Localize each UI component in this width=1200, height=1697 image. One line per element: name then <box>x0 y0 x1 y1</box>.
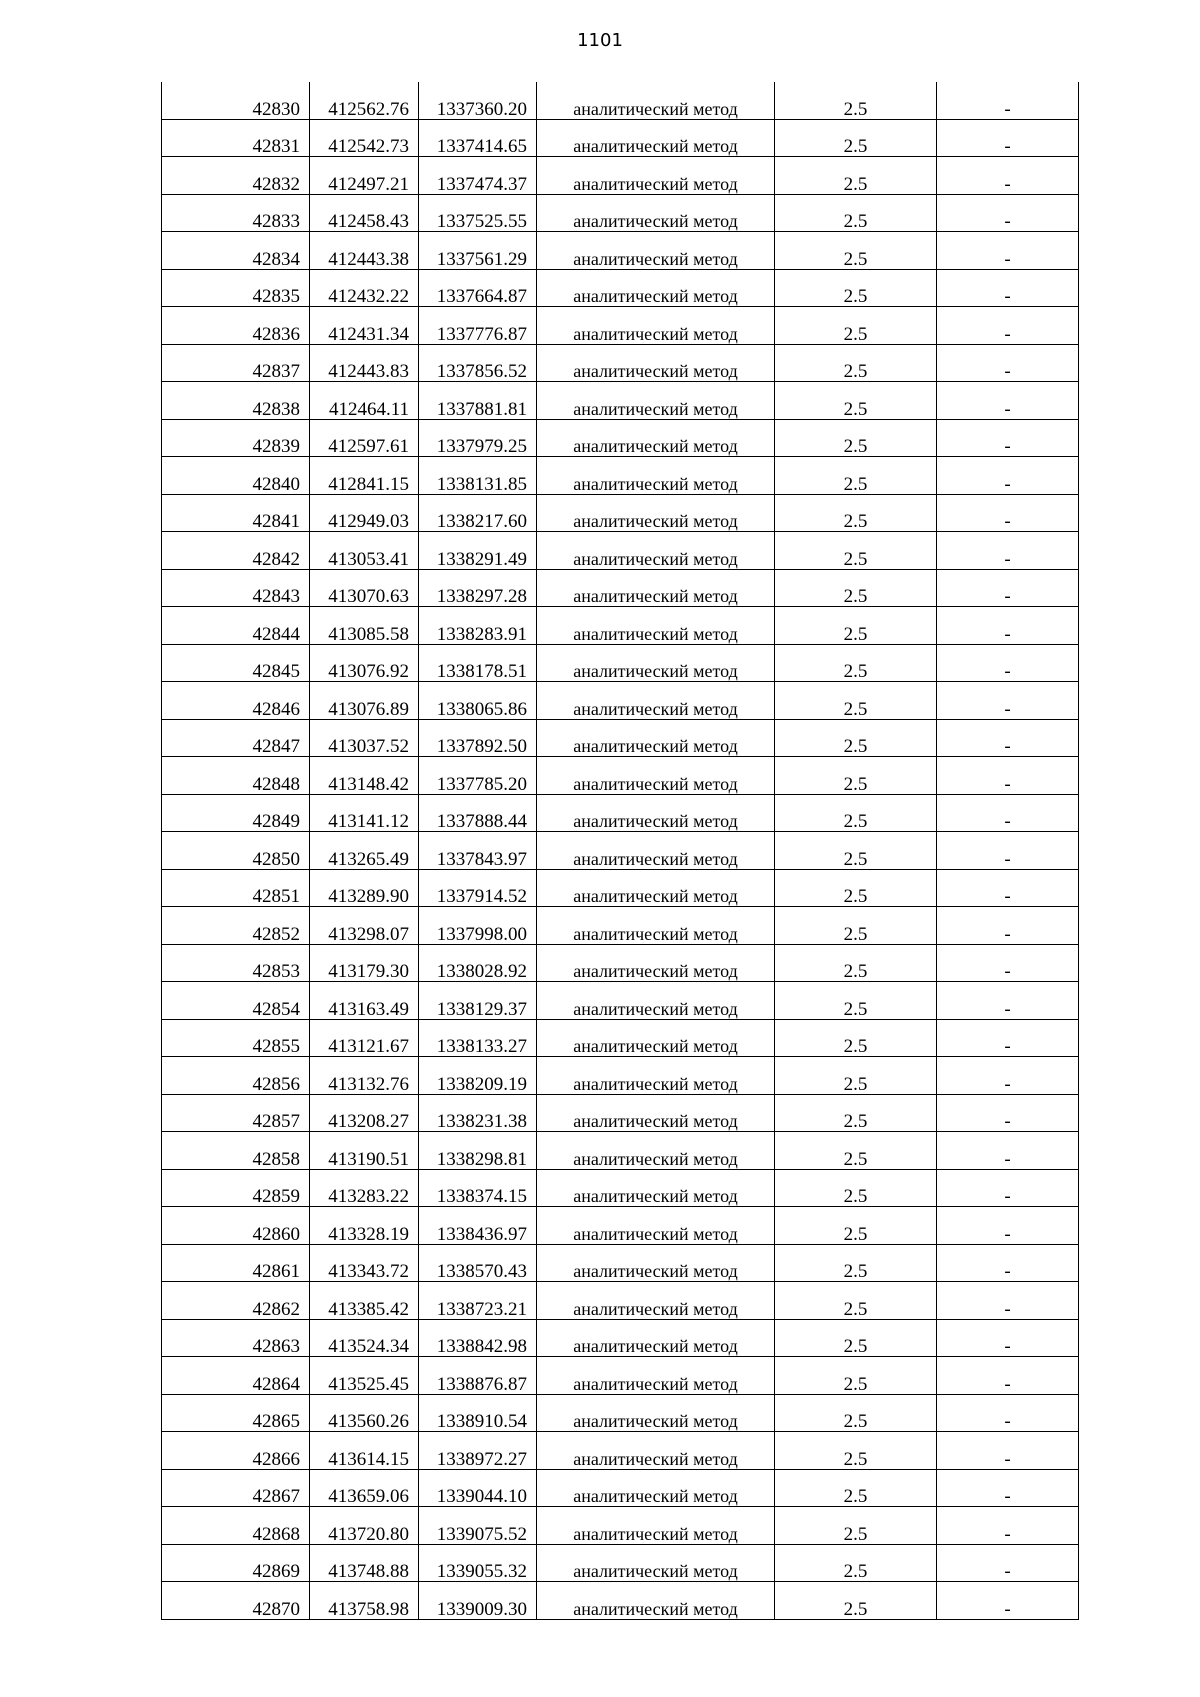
accuracy-cell: 2.5 <box>775 1394 937 1432</box>
y-coordinate-cell: 1338209.19 <box>419 1057 537 1095</box>
table-row <box>162 269 1079 307</box>
y-coordinate-cell: 1338133.27 <box>419 1019 537 1057</box>
x-coordinate-cell: 412464.11 <box>310 382 419 420</box>
method-cell: аналитический метод <box>537 869 775 907</box>
accuracy-cell: 2.5 <box>775 1094 937 1132</box>
x-coordinate-cell: 412597.61 <box>310 419 419 457</box>
accuracy-cell: 2.5 <box>775 1507 937 1545</box>
y-coordinate-cell: 1337914.52 <box>419 869 537 907</box>
x-coordinate-cell: 413121.67 <box>310 1019 419 1057</box>
table-row <box>162 307 1079 345</box>
accuracy-cell: 2.5 <box>775 1057 937 1095</box>
accuracy-cell: 2.5 <box>775 982 937 1020</box>
table-row <box>162 1019 1079 1057</box>
x-coordinate-cell: 412562.76 <box>310 82 419 119</box>
x-coordinate-cell: 413190.51 <box>310 1132 419 1170</box>
accuracy-cell: 2.5 <box>775 607 937 645</box>
method-cell: аналитический метод <box>537 907 775 945</box>
table-row <box>162 194 1079 232</box>
table-row <box>162 419 1079 457</box>
point-number-cell: 42860 <box>162 1207 310 1245</box>
y-coordinate-cell: 1338723.21 <box>419 1282 537 1320</box>
table-row <box>162 757 1079 795</box>
method-cell: аналитический метод <box>537 157 775 195</box>
y-coordinate-cell: 1338131.85 <box>419 457 537 495</box>
method-cell: аналитический метод <box>537 82 775 119</box>
method-cell: аналитический метод <box>537 1282 775 1320</box>
x-coordinate-cell: 412432.22 <box>310 269 419 307</box>
note-cell: - <box>937 269 1079 307</box>
method-cell: аналитический метод <box>537 344 775 382</box>
x-coordinate-cell: 412443.38 <box>310 232 419 270</box>
x-coordinate-cell: 413076.89 <box>310 682 419 720</box>
point-number-cell: 42835 <box>162 269 310 307</box>
point-number-cell: 42869 <box>162 1544 310 1582</box>
method-cell: аналитический метод <box>537 382 775 420</box>
point-number-cell: 42857 <box>162 1094 310 1132</box>
y-coordinate-cell: 1338298.81 <box>419 1132 537 1170</box>
accuracy-cell: 2.5 <box>775 82 937 119</box>
note-cell: - <box>937 1207 1079 1245</box>
x-coordinate-cell: 413179.30 <box>310 944 419 982</box>
accuracy-cell: 2.5 <box>775 1319 937 1357</box>
method-cell: аналитический метод <box>537 457 775 495</box>
x-coordinate-cell: 413037.52 <box>310 719 419 757</box>
accuracy-cell: 2.5 <box>775 269 937 307</box>
accuracy-cell: 2.5 <box>775 494 937 532</box>
point-number-cell: 42834 <box>162 232 310 270</box>
y-coordinate-cell: 1338291.49 <box>419 532 537 570</box>
point-number-cell: 42850 <box>162 832 310 870</box>
y-coordinate-cell: 1338178.51 <box>419 644 537 682</box>
method-cell: аналитический метод <box>537 1057 775 1095</box>
accuracy-cell: 2.5 <box>775 644 937 682</box>
y-coordinate-cell: 1339075.52 <box>419 1507 537 1545</box>
y-coordinate-cell: 1337856.52 <box>419 344 537 382</box>
point-number-cell: 42837 <box>162 344 310 382</box>
method-cell: аналитический метод <box>537 682 775 720</box>
x-coordinate-cell: 412431.34 <box>310 307 419 345</box>
point-number-cell: 42844 <box>162 607 310 645</box>
accuracy-cell: 2.5 <box>775 1544 937 1582</box>
accuracy-cell: 2.5 <box>775 382 937 420</box>
note-cell: - <box>937 457 1079 495</box>
table-row <box>162 982 1079 1020</box>
point-number-cell: 42847 <box>162 719 310 757</box>
accuracy-cell: 2.5 <box>775 157 937 195</box>
point-number-cell: 42859 <box>162 1169 310 1207</box>
x-coordinate-cell: 413614.15 <box>310 1432 419 1470</box>
accuracy-cell: 2.5 <box>775 194 937 232</box>
method-cell: аналитический метод <box>537 607 775 645</box>
y-coordinate-cell: 1337474.37 <box>419 157 537 195</box>
accuracy-cell: 2.5 <box>775 457 937 495</box>
table-row <box>162 344 1079 382</box>
x-coordinate-cell: 413265.49 <box>310 832 419 870</box>
point-number-cell: 42848 <box>162 757 310 795</box>
method-cell: аналитический метод <box>537 1169 775 1207</box>
table-row <box>162 1469 1079 1507</box>
y-coordinate-cell: 1337979.25 <box>419 419 537 457</box>
point-number-cell: 42851 <box>162 869 310 907</box>
note-cell: - <box>937 1582 1079 1620</box>
accuracy-cell: 2.5 <box>775 794 937 832</box>
method-cell: аналитический метод <box>537 1244 775 1282</box>
x-coordinate-cell: 412443.83 <box>310 344 419 382</box>
table-row <box>162 832 1079 870</box>
y-coordinate-cell: 1337888.44 <box>419 794 537 832</box>
point-number-cell: 42861 <box>162 1244 310 1282</box>
point-number-cell: 42862 <box>162 1282 310 1320</box>
method-cell: аналитический метод <box>537 1507 775 1545</box>
table-row <box>162 907 1079 945</box>
accuracy-cell: 2.5 <box>775 1019 937 1057</box>
table-row <box>162 682 1079 720</box>
accuracy-cell: 2.5 <box>775 719 937 757</box>
note-cell: - <box>937 532 1079 570</box>
point-number-cell: 42830 <box>162 82 310 119</box>
method-cell: аналитический метод <box>537 1582 775 1620</box>
y-coordinate-cell: 1337998.00 <box>419 907 537 945</box>
table-row <box>162 232 1079 270</box>
x-coordinate-cell: 413163.49 <box>310 982 419 1020</box>
x-coordinate-cell: 413053.41 <box>310 532 419 570</box>
accuracy-cell: 2.5 <box>775 682 937 720</box>
method-cell: аналитический метод <box>537 269 775 307</box>
x-coordinate-cell: 413085.58 <box>310 607 419 645</box>
note-cell: - <box>937 832 1079 870</box>
point-number-cell: 42866 <box>162 1432 310 1470</box>
x-coordinate-cell: 413560.26 <box>310 1394 419 1432</box>
method-cell: аналитический метод <box>537 1432 775 1470</box>
accuracy-cell: 2.5 <box>775 1282 937 1320</box>
y-coordinate-cell: 1338129.37 <box>419 982 537 1020</box>
table-row <box>162 1507 1079 1545</box>
y-coordinate-cell: 1337664.87 <box>419 269 537 307</box>
x-coordinate-cell: 413720.80 <box>310 1507 419 1545</box>
table-row <box>162 944 1079 982</box>
note-cell: - <box>937 1169 1079 1207</box>
table-row <box>162 607 1079 645</box>
point-number-cell: 42849 <box>162 794 310 832</box>
y-coordinate-cell: 1339055.32 <box>419 1544 537 1582</box>
table-row <box>162 794 1079 832</box>
accuracy-cell: 2.5 <box>775 232 937 270</box>
method-cell: аналитический метод <box>537 532 775 570</box>
y-coordinate-cell: 1338028.92 <box>419 944 537 982</box>
note-cell: - <box>937 1507 1079 1545</box>
note-cell: - <box>937 907 1079 945</box>
method-cell: аналитический метод <box>537 794 775 832</box>
method-cell: аналитический метод <box>537 982 775 1020</box>
x-coordinate-cell: 413076.92 <box>310 644 419 682</box>
y-coordinate-cell: 1337892.50 <box>419 719 537 757</box>
note-cell: - <box>937 1057 1079 1095</box>
note-cell: - <box>937 1319 1079 1357</box>
y-coordinate-cell: 1338374.15 <box>419 1169 537 1207</box>
note-cell: - <box>937 82 1079 119</box>
x-coordinate-cell: 412458.43 <box>310 194 419 232</box>
method-cell: аналитический метод <box>537 1094 775 1132</box>
note-cell: - <box>937 419 1079 457</box>
y-coordinate-cell: 1337881.81 <box>419 382 537 420</box>
table-row <box>162 1544 1079 1582</box>
coordinates-table <box>161 82 1079 1620</box>
method-cell: аналитический метод <box>537 307 775 345</box>
x-coordinate-cell: 413758.98 <box>310 1582 419 1620</box>
note-cell: - <box>937 1019 1079 1057</box>
point-number-cell: 42870 <box>162 1582 310 1620</box>
table-row <box>162 1057 1079 1095</box>
note-cell: - <box>937 307 1079 345</box>
table-row <box>162 457 1079 495</box>
method-cell: аналитический метод <box>537 232 775 270</box>
table-row <box>162 1282 1079 1320</box>
y-coordinate-cell: 1338283.91 <box>419 607 537 645</box>
accuracy-cell: 2.5 <box>775 119 937 157</box>
table-row <box>162 719 1079 757</box>
table-row <box>162 1319 1079 1357</box>
y-coordinate-cell: 1338217.60 <box>419 494 537 532</box>
method-cell: аналитический метод <box>537 194 775 232</box>
point-number-cell: 42856 <box>162 1057 310 1095</box>
note-cell: - <box>937 1394 1079 1432</box>
note-cell: - <box>937 1132 1079 1170</box>
method-cell: аналитический метод <box>537 1019 775 1057</box>
x-coordinate-cell: 413385.42 <box>310 1282 419 1320</box>
table-row <box>162 1169 1079 1207</box>
method-cell: аналитический метод <box>537 757 775 795</box>
note-cell: - <box>937 794 1079 832</box>
y-coordinate-cell: 1338436.97 <box>419 1207 537 1245</box>
note-cell: - <box>937 757 1079 795</box>
method-cell: аналитический метод <box>537 419 775 457</box>
note-cell: - <box>937 944 1079 982</box>
accuracy-cell: 2.5 <box>775 1582 937 1620</box>
y-coordinate-cell: 1338972.27 <box>419 1432 537 1470</box>
point-number-cell: 42846 <box>162 682 310 720</box>
method-cell: аналитический метод <box>537 1469 775 1507</box>
x-coordinate-cell: 413525.45 <box>310 1357 419 1395</box>
method-cell: аналитический метод <box>537 1207 775 1245</box>
y-coordinate-cell: 1337525.55 <box>419 194 537 232</box>
point-number-cell: 42831 <box>162 119 310 157</box>
x-coordinate-cell: 413328.19 <box>310 1207 419 1245</box>
point-number-cell: 42833 <box>162 194 310 232</box>
table-row <box>162 1244 1079 1282</box>
y-coordinate-cell: 1338842.98 <box>419 1319 537 1357</box>
table-row <box>162 1582 1079 1620</box>
accuracy-cell: 2.5 <box>775 944 937 982</box>
note-cell: - <box>937 1282 1079 1320</box>
x-coordinate-cell: 413748.88 <box>310 1544 419 1582</box>
method-cell: аналитический метод <box>537 1544 775 1582</box>
table-row <box>162 1094 1079 1132</box>
accuracy-cell: 2.5 <box>775 1169 937 1207</box>
table-row <box>162 1432 1079 1470</box>
method-cell: аналитический метод <box>537 832 775 870</box>
note-cell: - <box>937 1544 1079 1582</box>
accuracy-cell: 2.5 <box>775 419 937 457</box>
note-cell: - <box>937 569 1079 607</box>
note-cell: - <box>937 607 1079 645</box>
note-cell: - <box>937 494 1079 532</box>
note-cell: - <box>937 119 1079 157</box>
y-coordinate-cell: 1337561.29 <box>419 232 537 270</box>
x-coordinate-cell: 413289.90 <box>310 869 419 907</box>
accuracy-cell: 2.5 <box>775 307 937 345</box>
table-row <box>162 532 1079 570</box>
y-coordinate-cell: 1338910.54 <box>419 1394 537 1432</box>
method-cell: аналитический метод <box>537 1132 775 1170</box>
note-cell: - <box>937 682 1079 720</box>
x-coordinate-cell: 413659.06 <box>310 1469 419 1507</box>
method-cell: аналитический метод <box>537 1394 775 1432</box>
accuracy-cell: 2.5 <box>775 757 937 795</box>
method-cell: аналитический метод <box>537 1319 775 1357</box>
point-number-cell: 42864 <box>162 1357 310 1395</box>
y-coordinate-cell: 1338065.86 <box>419 682 537 720</box>
y-coordinate-cell: 1337776.87 <box>419 307 537 345</box>
y-coordinate-cell: 1338231.38 <box>419 1094 537 1132</box>
y-coordinate-cell: 1338297.28 <box>419 569 537 607</box>
table-row <box>162 157 1079 195</box>
y-coordinate-cell: 1337843.97 <box>419 832 537 870</box>
accuracy-cell: 2.5 <box>775 869 937 907</box>
table-row <box>162 644 1079 682</box>
x-coordinate-cell: 413208.27 <box>310 1094 419 1132</box>
accuracy-cell: 2.5 <box>775 1244 937 1282</box>
accuracy-cell: 2.5 <box>775 344 937 382</box>
table-row <box>162 1207 1079 1245</box>
x-coordinate-cell: 412542.73 <box>310 119 419 157</box>
point-number-cell: 42868 <box>162 1507 310 1545</box>
table-row <box>162 382 1079 420</box>
note-cell: - <box>937 644 1079 682</box>
point-number-cell: 42843 <box>162 569 310 607</box>
point-number-cell: 42853 <box>162 944 310 982</box>
method-cell: аналитический метод <box>537 944 775 982</box>
accuracy-cell: 2.5 <box>775 569 937 607</box>
y-coordinate-cell: 1337785.20 <box>419 757 537 795</box>
point-number-cell: 42865 <box>162 1394 310 1432</box>
accuracy-cell: 2.5 <box>775 1132 937 1170</box>
method-cell: аналитический метод <box>537 119 775 157</box>
point-number-cell: 42845 <box>162 644 310 682</box>
x-coordinate-cell: 413524.34 <box>310 1319 419 1357</box>
note-cell: - <box>937 344 1079 382</box>
page-number: 1101 <box>577 30 623 51</box>
point-number-cell: 42840 <box>162 457 310 495</box>
accuracy-cell: 2.5 <box>775 1357 937 1395</box>
table-row <box>162 494 1079 532</box>
accuracy-cell: 2.5 <box>775 832 937 870</box>
method-cell: аналитический метод <box>537 719 775 757</box>
x-coordinate-cell: 412497.21 <box>310 157 419 195</box>
y-coordinate-cell: 1339009.30 <box>419 1582 537 1620</box>
x-coordinate-cell: 413132.76 <box>310 1057 419 1095</box>
table-row <box>162 82 1079 119</box>
point-number-cell: 42842 <box>162 532 310 570</box>
x-coordinate-cell: 413070.63 <box>310 569 419 607</box>
coordinates-table-body <box>162 82 1079 1619</box>
note-cell: - <box>937 719 1079 757</box>
y-coordinate-cell: 1337360.20 <box>419 82 537 119</box>
x-coordinate-cell: 412841.15 <box>310 457 419 495</box>
method-cell: аналитический метод <box>537 644 775 682</box>
accuracy-cell: 2.5 <box>775 1207 937 1245</box>
note-cell: - <box>937 1469 1079 1507</box>
note-cell: - <box>937 157 1079 195</box>
x-coordinate-cell: 413298.07 <box>310 907 419 945</box>
point-number-cell: 42852 <box>162 907 310 945</box>
y-coordinate-cell: 1339044.10 <box>419 1469 537 1507</box>
point-number-cell: 42836 <box>162 307 310 345</box>
point-number-cell: 42839 <box>162 419 310 457</box>
point-number-cell: 42855 <box>162 1019 310 1057</box>
x-coordinate-cell: 413343.72 <box>310 1244 419 1282</box>
table-row <box>162 1394 1079 1432</box>
accuracy-cell: 2.5 <box>775 1432 937 1470</box>
method-cell: аналитический метод <box>537 1357 775 1395</box>
note-cell: - <box>937 232 1079 270</box>
accuracy-cell: 2.5 <box>775 907 937 945</box>
method-cell: аналитический метод <box>537 494 775 532</box>
method-cell: аналитический метод <box>537 569 775 607</box>
point-number-cell: 42863 <box>162 1319 310 1357</box>
x-coordinate-cell: 412949.03 <box>310 494 419 532</box>
note-cell: - <box>937 869 1079 907</box>
note-cell: - <box>937 382 1079 420</box>
point-number-cell: 42838 <box>162 382 310 420</box>
accuracy-cell: 2.5 <box>775 1469 937 1507</box>
point-number-cell: 42867 <box>162 1469 310 1507</box>
table-row <box>162 1132 1079 1170</box>
point-number-cell: 42854 <box>162 982 310 1020</box>
table-row <box>162 569 1079 607</box>
y-coordinate-cell: 1338570.43 <box>419 1244 537 1282</box>
table-row <box>162 869 1079 907</box>
y-coordinate-cell: 1337414.65 <box>419 119 537 157</box>
table-row <box>162 119 1079 157</box>
point-number-cell: 42841 <box>162 494 310 532</box>
note-cell: - <box>937 1094 1079 1132</box>
x-coordinate-cell: 413141.12 <box>310 794 419 832</box>
note-cell: - <box>937 1244 1079 1282</box>
note-cell: - <box>937 982 1079 1020</box>
x-coordinate-cell: 413283.22 <box>310 1169 419 1207</box>
x-coordinate-cell: 413148.42 <box>310 757 419 795</box>
note-cell: - <box>937 1432 1079 1470</box>
note-cell: - <box>937 1357 1079 1395</box>
y-coordinate-cell: 1338876.87 <box>419 1357 537 1395</box>
accuracy-cell: 2.5 <box>775 532 937 570</box>
point-number-cell: 42832 <box>162 157 310 195</box>
table-row <box>162 1357 1079 1395</box>
point-number-cell: 42858 <box>162 1132 310 1170</box>
note-cell: - <box>937 194 1079 232</box>
